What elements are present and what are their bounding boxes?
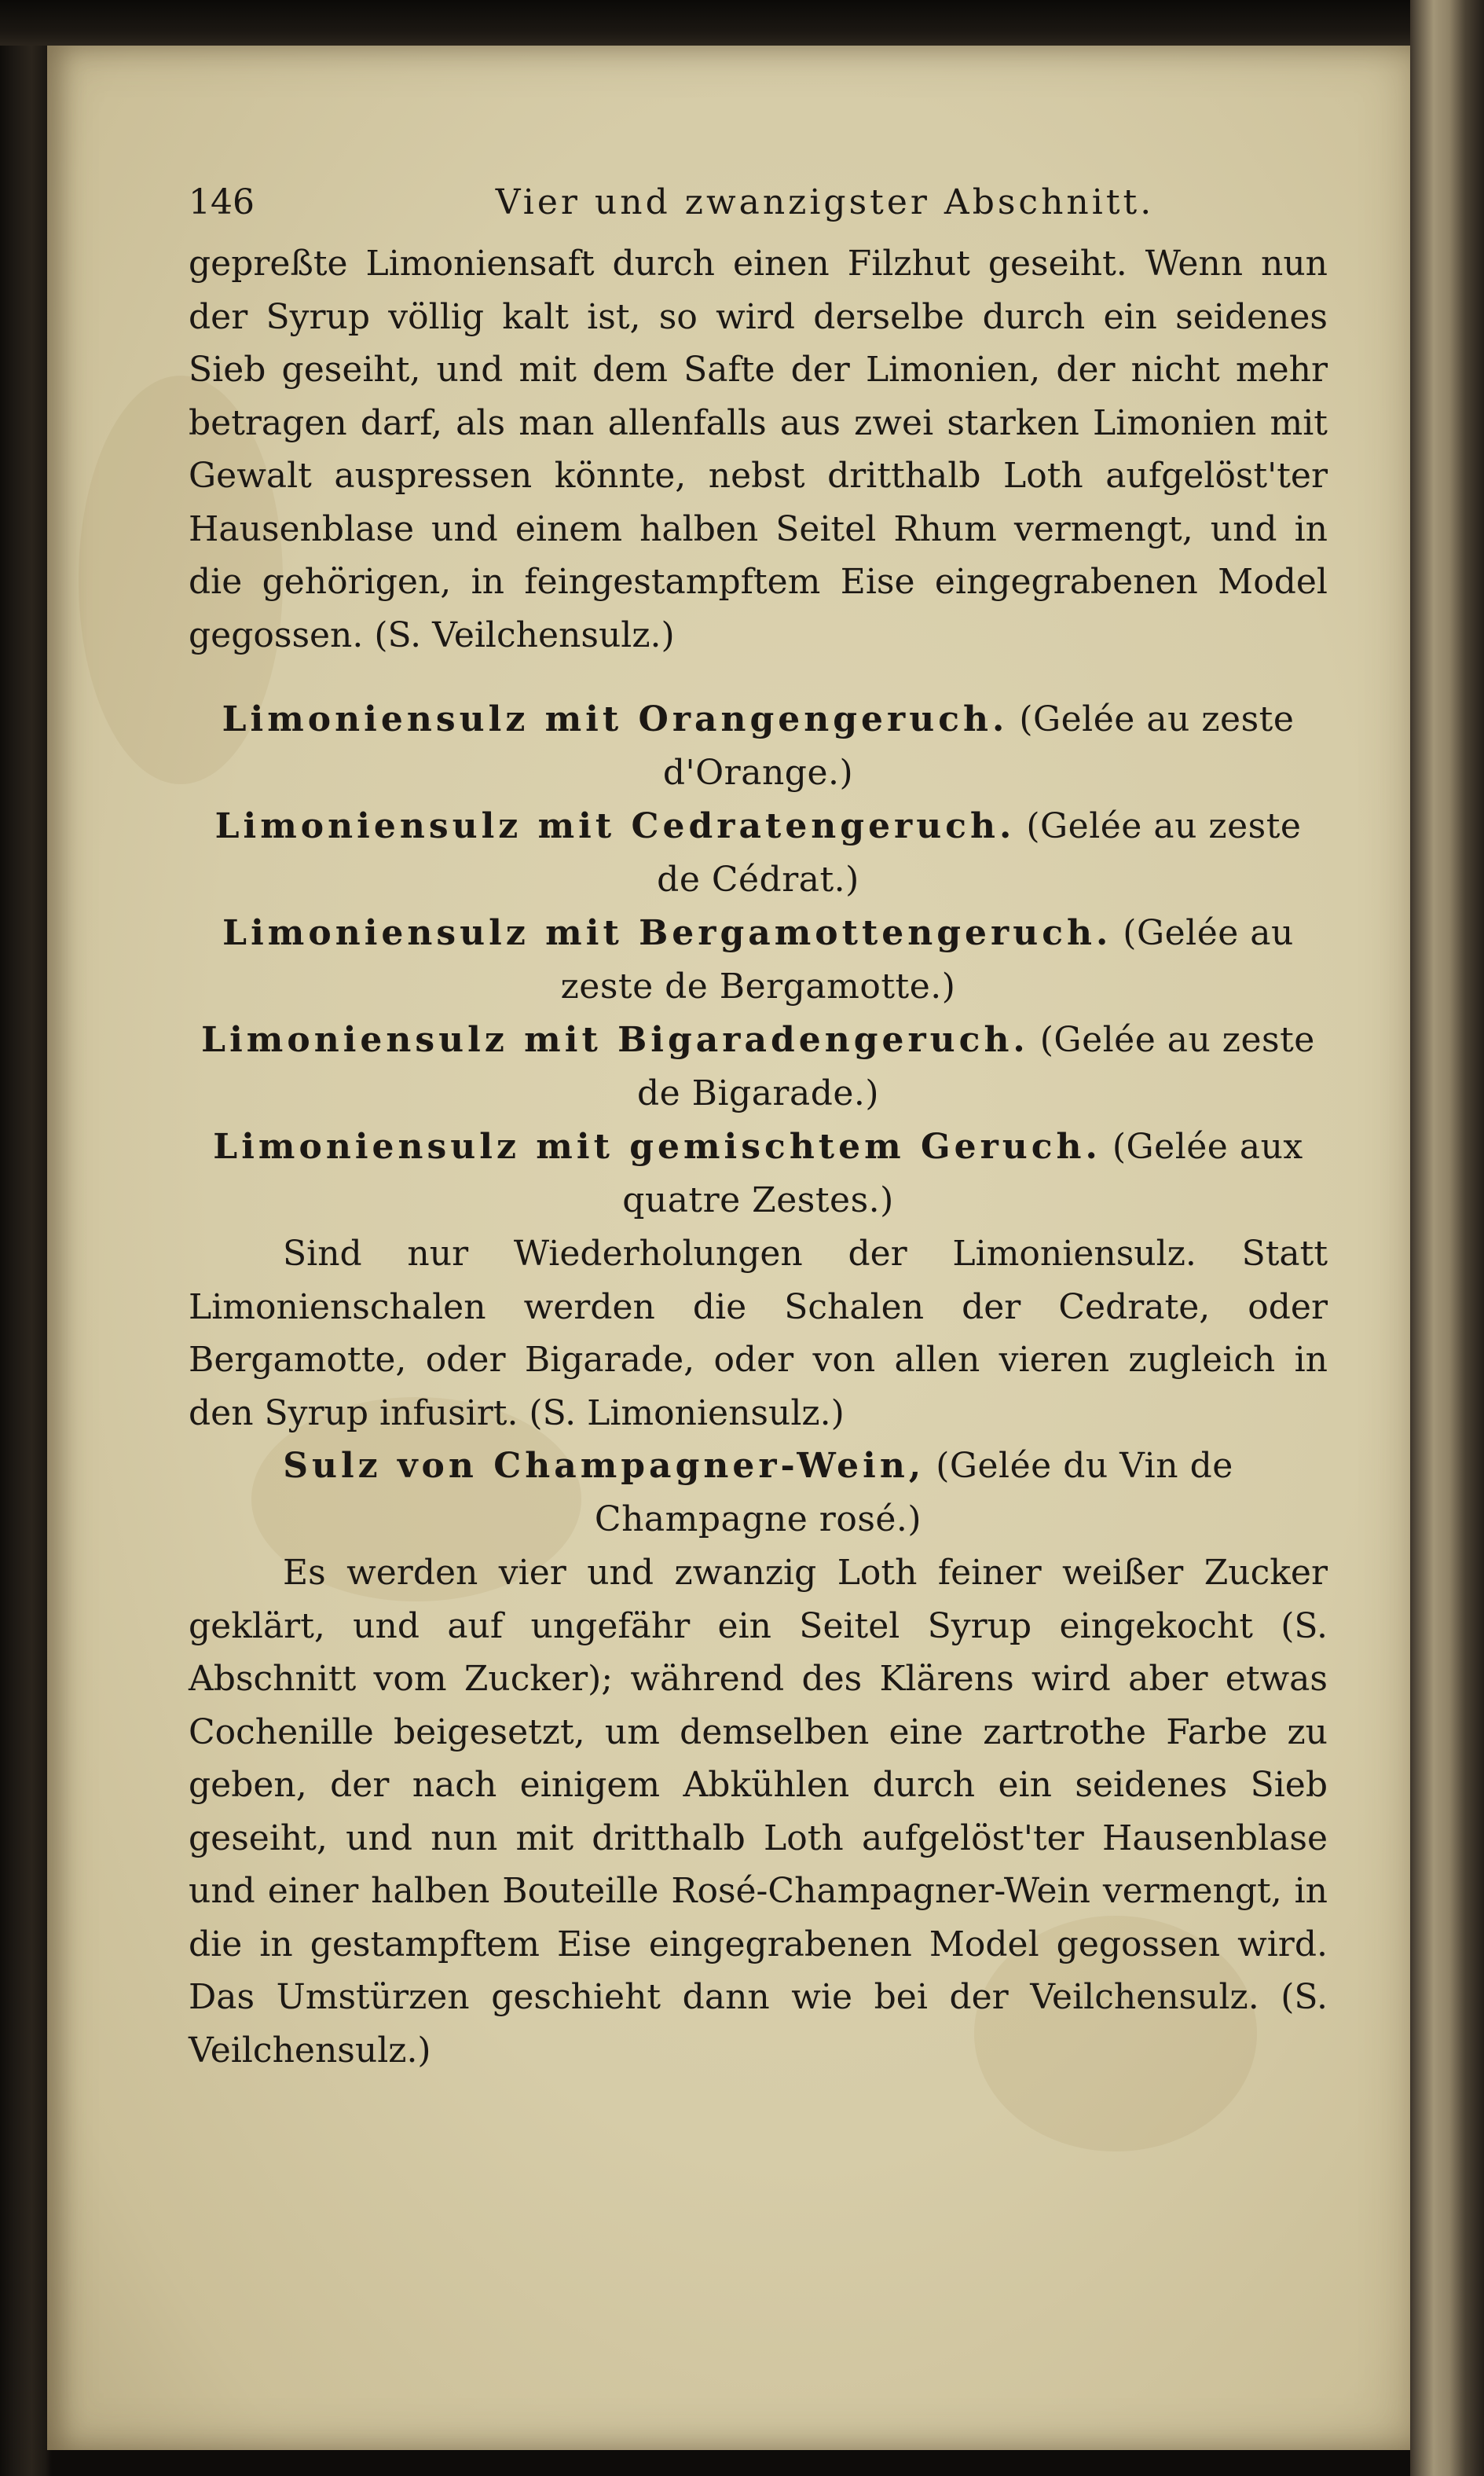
recipe-heading — [189, 907, 1328, 1014]
recipe-heading — [189, 1014, 1328, 1121]
recipe-title: Limoniensulz mit Bergamottengeruch. — [222, 913, 1112, 953]
recipe-heading — [189, 1440, 1328, 1546]
paragraph-champagne-recipe: Es werden vier und zwanzig Loth feiner weißer Zucker geklärt, und auf ungefähr ein Seitel Syrup eingekocht (S. Abschnitt vom Zucker); während des Klärens wird aber etwas Cochenille beigesetzt, um demselben eine zartrothe Farbe zu geben, der nach einigem Abkühlen durch ein seidenes Sieb geseiht, und nun mit dritthalb Loth aufgelöst'ter Hausenblase und einer halben Bouteille Rosé-Champagner-Wein vermengt, in die in gestampftem Eise eingegrabenen Model gegossen wird. Das Umstürzen geschieht dann wie bei der Veilchensulz. (S. Veilchensulz.) — [189, 1553, 1328, 2071]
recipe-title: Sulz von Champagner-Wein, — [283, 1446, 925, 1486]
recipe-title: Limoniensulz mit Bigaradengeruch. — [201, 1020, 1029, 1060]
paragraph-continuation: gepreßte Limoniensaft durch einen Filzhut geseiht. Wenn nun der Syrup völlig kalt ist, so wird derselbe durch ein seidenes Sieb geseiht, und mit dem Safte der Limonien, der nicht mehr betragen darf, als man allenfalls aus zwei starken Limonien mit Gewalt auspressen könnte, nebst dritthalb Loth aufgelöst'ter Hausenblase und einem halben Seitel Rhum vermengt, und in die gehörigen, in feingestampftem Eise eingegrabenen Model gegossen. (S. Veilchensulz.) — [189, 244, 1328, 655]
recipe-french-name: (Gelée aux quatre Zestes.) — [622, 1127, 1303, 1220]
spacer — [189, 662, 1328, 693]
top-shadow — [0, 0, 1484, 46]
page-number: 146 — [189, 182, 255, 222]
recipe-title: Limoniensulz mit Cedratengeruch. — [214, 806, 1016, 846]
recipe-french-name: (Gelée au zeste de Cédrat.) — [657, 806, 1302, 900]
recipe-french-name: (Gelée au zeste de Bergamotte.) — [560, 913, 1294, 1007]
recipe-title: Limoniensulz mit Orangengeruch. — [222, 699, 1009, 739]
recipe-heading — [189, 800, 1328, 907]
page-header — [189, 182, 1328, 237]
recipe-title: Limoniensulz mit gemischtem Geruch. — [213, 1127, 1101, 1167]
paragraph-variations: Sind nur Wiederholungen der Limoniensulz. Statt Limonienschalen werden die Schalen der Cedrate, oder Bergamotte, oder Bigarade, oder von allen vieren zugleich in den Syrup infusirt. (S. Limoniensulz.) — [189, 1234, 1328, 1433]
recipe-french-name: (Gelée du Vin de Champagne rosé.) — [594, 1446, 1233, 1539]
recipe-heading — [189, 1121, 1328, 1227]
text-block — [189, 182, 1328, 2077]
recipe-heading — [189, 693, 1328, 800]
recipe-french-name: (Gelée au zeste de Bigarade.) — [636, 1020, 1315, 1113]
recipe-french-name: (Gelée au zeste d'Orange.) — [662, 699, 1295, 793]
running-title: Vier und zwanzigster Abschnitt. — [495, 182, 1155, 222]
book-edge — [1410, 0, 1484, 2476]
